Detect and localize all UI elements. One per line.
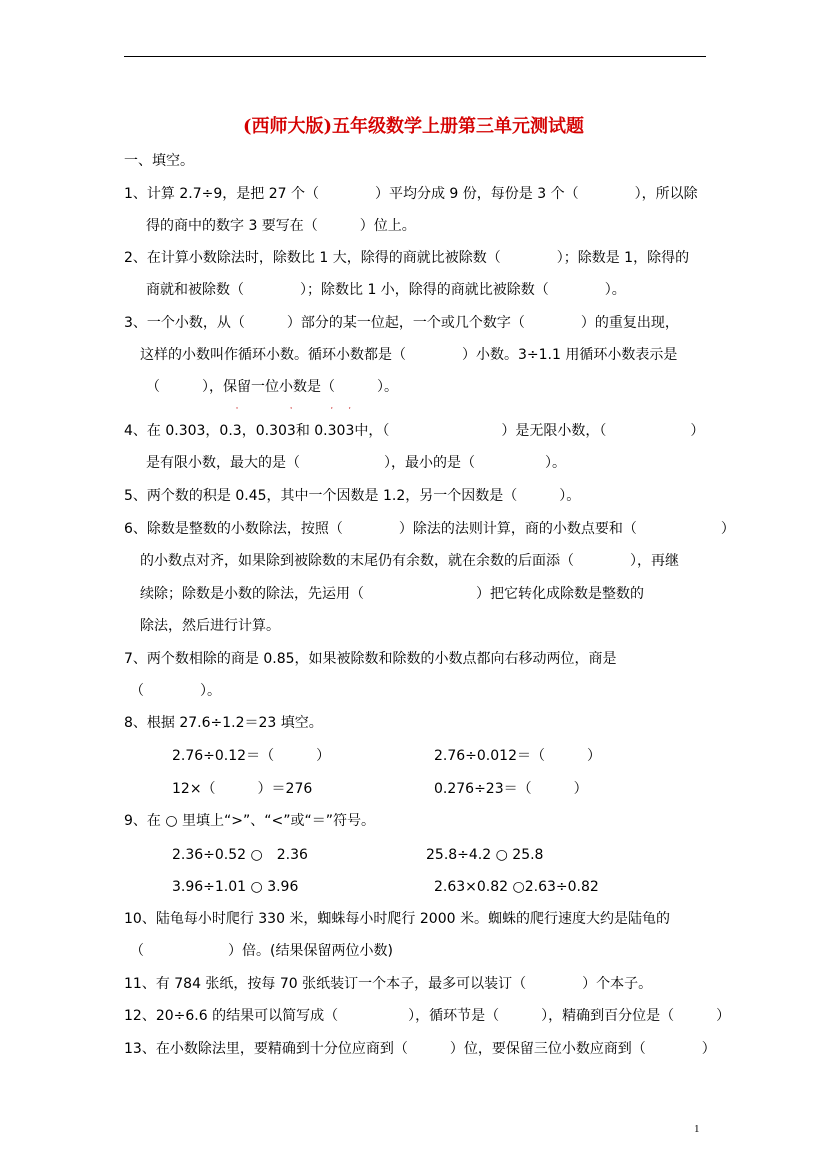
question-9-item-a: 2.36÷0.52 ○ 2.36 (172, 847, 308, 863)
question-6-line-2: 的小数点对齐，如果除到被除数的末尾仍有余数，就在余数的后面添（ ），再继 (140, 553, 679, 569)
repeating-digit: ˑ 3 (345, 405, 355, 439)
page-number: 1 (694, 1123, 700, 1135)
question-10-line-1: 10、陆龟每小时爬行 330 米，蜘蛛每小时爬行 2000 米。蜘蛛的爬行速度大约是陆龟的 (124, 911, 670, 927)
question-8: 8、根据 27.6÷1.2＝23 填空。 (124, 715, 323, 731)
question-10-line-2: （ ）倍。(结果保留两位小数) (130, 943, 393, 959)
question-4-line-2: 是有限小数，最大的是（ ），最小的是（ ）。 (146, 455, 566, 471)
q4-text-a: 4、在 0.303，0. (124, 423, 233, 439)
question-8-item-c: 12×（ ）＝276 (172, 781, 313, 797)
page-title: (西师大版)五年级数学上册第三单元测试题 (242, 116, 585, 137)
question-3-line-2: 这样的小数叫作循环小数。循环小数都是（ ）小数。3÷1.1 用循环小数表示是 (140, 347, 678, 363)
repeat-dot-mark: ˑ (330, 405, 334, 415)
question-2-line-1: 2、在计算小数除法时，除数比 1 大，除得的商就比被除数（ ）；除数是 1，除得的 (124, 250, 690, 266)
repeat-dot-mark: ˑ (289, 405, 293, 415)
question-1-line-1: 1、计算 2.7÷9，是把 27 个（ ）平均分成 9 份，每份是 3 个（ ），所以除 (124, 186, 698, 202)
question-9-item-b: 25.8÷4.2 ○ 25.8 (426, 847, 544, 863)
question-8-item-d: 0.276÷23＝（ ） (434, 781, 588, 797)
question-7-line-2: （ ）。 (130, 683, 221, 699)
question-11: 11、有 784 张纸，按每 70 张纸装订一个本子，最多可以装订（ ）个本子。 (124, 976, 653, 992)
question-6-line-3: 续除；除数是小数的除法，先运用（ ）把它转化成除数是整数的 (140, 586, 644, 602)
header-rule (124, 56, 706, 57)
question-5: 5、两个数的积是 0.45，其中一个因数是 1.2，另一个因数是（ ）。 (124, 488, 581, 504)
question-9-item-d: 2.63×0.82 ○2.63÷0.82 (434, 879, 599, 895)
question-9-item-c: 3.96÷1.01 ○ 3.96 (172, 879, 299, 895)
question-2-line-2: 商就和被除数（ ）；除数比 1 小，除得的商就比被除数（ ）。 (146, 282, 626, 298)
question-8-item-a: 2.76÷0.12＝（ ） (172, 748, 331, 764)
repeating-digit: ˑ 3 (232, 405, 242, 439)
question-8-item-b: 2.76÷0.012＝（ ） (434, 748, 601, 764)
repeat-dot-mark: ˑ (235, 405, 239, 415)
question-6-line-1: 6、除数是整数的小数除法，按照（ ）除法的法则计算，商的小数点要和（ ） (124, 521, 735, 537)
question-3-line-3: （ ），保留一位小数是（ ）。 (146, 379, 398, 395)
question-1-line-2: 得的商中的数字 3 要写在（ ）位上。 (146, 218, 416, 234)
question-12: 12、20÷6.6 的结果可以简写成（ ），循环节是（ ），精确到百分位是（ ） (124, 1008, 731, 1024)
question-4-line-1 (124, 405, 705, 440)
repeating-digit: ˑ 3 (286, 405, 296, 439)
q4-text-e: 中，（ ）是无限小数，（ ） (354, 423, 705, 439)
q4-text-b: ，0.30 (241, 423, 287, 439)
repeating-digit: ˑ 3 (327, 405, 337, 439)
section-heading: 一、填空。 (124, 153, 194, 169)
question-13: 13、在小数除法里，要精确到十分位应商到（ ）位，要保留三位小数应商到（ ） (124, 1041, 716, 1057)
question-9: 9、在 ○ 里填上“>”、“<”或“＝”符号。 (124, 813, 376, 829)
q4-text-d: 0 (336, 423, 346, 439)
question-6-line-4: 除法，然后进行计算。 (140, 618, 280, 634)
repeat-dot-mark: ˑ (348, 405, 352, 415)
question-3-line-1: 3、一个小数，从（ ）部分的某一位起，一个或几个数字（ ）的重复出现， (124, 315, 679, 331)
q4-text-c: 和 0. (295, 423, 328, 439)
question-7-line-1: 7、两个数相除的商是 0.85，如果被除数和除数的小数点都向右移动两位，商是 (124, 651, 617, 667)
